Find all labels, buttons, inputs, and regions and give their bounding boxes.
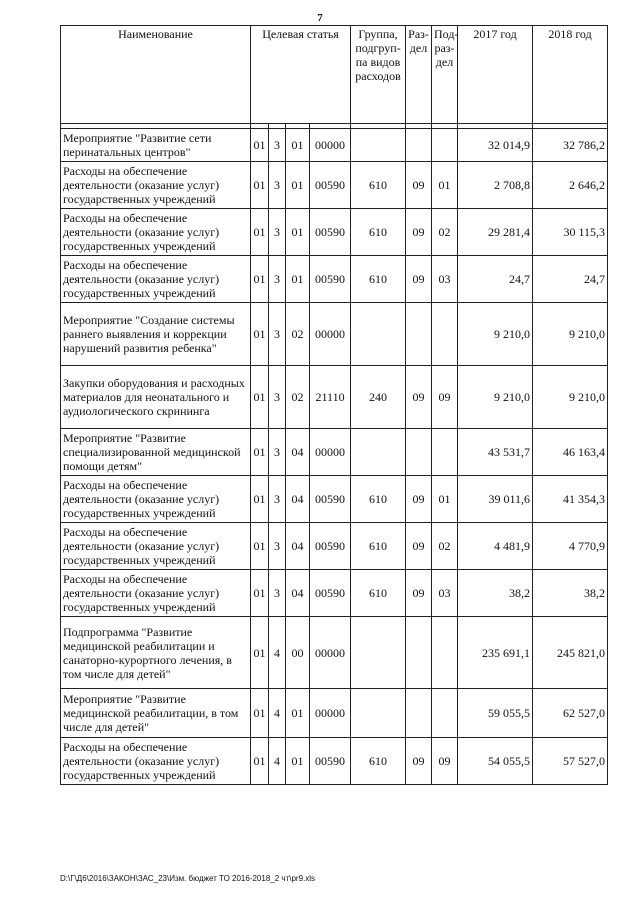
header-2017: 2017 год [458,26,533,124]
target-code-2-cell: 3 [269,570,286,617]
row-name-cell: Расходы на обеспечение деятельности (оказание услуг) государственных учреждений [61,256,251,303]
section-cell [406,129,432,162]
target-code-3-cell: 01 [286,129,310,162]
group-cell: 610 [351,209,406,256]
header-name: Наименование [61,26,251,124]
row-name-cell: Расходы на обеспечение деятельности (оказание услуг) государственных учреждений [61,738,251,785]
section-cell: 09 [406,570,432,617]
group-cell: 610 [351,256,406,303]
target-code-3-cell: 02 [286,303,310,366]
table-row [61,129,608,162]
group-cell [351,689,406,738]
target-code-4-cell: 00000 [310,689,351,738]
value-2018-cell: 2 646,2 [533,162,608,209]
value-2018-cell: 32 786,2 [533,129,608,162]
section-cell: 09 [406,209,432,256]
row-name-cell: Расходы на обеспечение деятельности (оказание услуг) государственных учреждений [61,523,251,570]
subsection-cell: 03 [432,256,458,303]
row-name-cell: Мероприятие "Развитие специализированной медицинской помощи детям" [61,429,251,476]
subsection-cell: 02 [432,209,458,256]
row-name-cell: Расходы на обеспечение деятельности (оказание услуг) государственных учреждений [61,209,251,256]
target-code-4-cell: 21110 [310,366,351,429]
target-code-3-cell: 01 [286,689,310,738]
budget-table [60,25,608,785]
target-code-2-cell: 3 [269,366,286,429]
target-code-1-cell: 01 [251,129,269,162]
target-code-3-cell: 00 [286,617,310,689]
row-name-cell: Мероприятие "Создание системы раннего выявления и коррекции нарушений развития ребенка" [61,303,251,366]
table-row [61,303,608,366]
target-code-4-cell: 00000 [310,617,351,689]
value-2018-cell: 9 210,0 [533,303,608,366]
value-2017-cell: 29 281,4 [458,209,533,256]
row-name-cell: Мероприятие "Развитие сети перинатальных центров" [61,129,251,162]
section-cell: 09 [406,476,432,523]
group-cell [351,303,406,366]
table-row [61,476,608,523]
target-code-2-cell: 3 [269,162,286,209]
row-name-cell: Подпрограмма "Развитие медицинской реабилитации и санаторно-курортного лечения, в том числе для детей" [61,617,251,689]
target-code-2-cell: 3 [269,476,286,523]
target-code-3-cell: 04 [286,429,310,476]
header-2018: 2018 год [533,26,608,124]
group-cell: 610 [351,738,406,785]
section-cell: 09 [406,366,432,429]
subsection-cell [432,129,458,162]
group-cell: 610 [351,162,406,209]
row-name-cell: Расходы на обеспечение деятельности (оказание услуг) государственных учреждений [61,162,251,209]
header-row [61,26,608,124]
group-cell [351,429,406,476]
target-code-3-cell: 04 [286,476,310,523]
target-code-4-cell: 00000 [310,429,351,476]
target-code-1-cell: 01 [251,162,269,209]
target-code-2-cell: 4 [269,689,286,738]
value-2018-cell: 9 210,0 [533,366,608,429]
group-cell [351,617,406,689]
value-2018-cell: 24,7 [533,256,608,303]
value-2017-cell: 9 210,0 [458,366,533,429]
value-2017-cell: 2 708,8 [458,162,533,209]
value-2017-cell: 32 014,9 [458,129,533,162]
target-code-2-cell: 3 [269,303,286,366]
table-row [61,429,608,476]
value-2018-cell: 4 770,9 [533,523,608,570]
table-row [61,162,608,209]
value-2017-cell: 38,2 [458,570,533,617]
group-cell: 610 [351,570,406,617]
target-code-3-cell: 01 [286,738,310,785]
table-row [61,523,608,570]
target-code-3-cell: 01 [286,162,310,209]
value-2017-cell: 24,7 [458,256,533,303]
target-code-4-cell: 00590 [310,256,351,303]
section-cell [406,303,432,366]
target-code-3-cell: 04 [286,570,310,617]
table-row [61,209,608,256]
value-2017-cell: 9 210,0 [458,303,533,366]
target-code-2-cell: 3 [269,429,286,476]
table-row [61,570,608,617]
row-name-cell: Расходы на обеспечение деятельности (оказание услуг) государственных учреждений [61,476,251,523]
group-cell: 610 [351,523,406,570]
subsection-cell: 01 [432,162,458,209]
table-row [61,689,608,738]
target-code-2-cell: 4 [269,738,286,785]
subsection-cell: 01 [432,476,458,523]
value-2017-cell: 39 011,6 [458,476,533,523]
file-path-footer: D:\Г\Д6\2016\ЗАКОН\ЗАС_23\Изм. бюджет ТО 2016-2018_2 чт\pr9.xls [60,874,316,883]
target-code-3-cell: 04 [286,523,310,570]
row-name-cell: Мероприятие "Развитие медицинской реабилитации, в том числе для детей" [61,689,251,738]
value-2017-cell: 43 531,7 [458,429,533,476]
value-2018-cell: 38,2 [533,570,608,617]
value-2017-cell: 54 055,5 [458,738,533,785]
target-code-1-cell: 01 [251,617,269,689]
subsection-cell: 09 [432,366,458,429]
target-code-1-cell: 01 [251,476,269,523]
value-2018-cell: 62 527,0 [533,689,608,738]
target-code-4-cell: 00590 [310,738,351,785]
target-code-1-cell: 01 [251,570,269,617]
value-2017-cell: 59 055,5 [458,689,533,738]
target-code-1-cell: 01 [251,689,269,738]
header-subsection: Под-раз-дел [432,26,458,124]
value-2018-cell: 245 821,0 [533,617,608,689]
subsection-cell [432,617,458,689]
target-code-2-cell: 3 [269,129,286,162]
target-code-2-cell: 3 [269,256,286,303]
subsection-cell [432,303,458,366]
target-code-4-cell: 00590 [310,570,351,617]
target-code-2-cell: 4 [269,617,286,689]
subsection-cell: 09 [432,738,458,785]
group-cell: 240 [351,366,406,429]
target-code-4-cell: 00590 [310,162,351,209]
target-code-3-cell: 02 [286,366,310,429]
section-cell: 09 [406,256,432,303]
target-code-1-cell: 01 [251,738,269,785]
header-group: Группа, подгруп-па видов расходов [351,26,406,124]
section-cell [406,689,432,738]
header-section: Раз-дел [406,26,432,124]
header-target: Целевая статья [251,26,351,124]
subsection-cell [432,429,458,476]
target-code-1-cell: 01 [251,429,269,476]
target-code-4-cell: 00590 [310,523,351,570]
target-code-3-cell: 01 [286,209,310,256]
target-code-1-cell: 01 [251,256,269,303]
target-code-1-cell: 01 [251,303,269,366]
target-code-1-cell: 01 [251,523,269,570]
subsection-cell: 03 [432,570,458,617]
value-2018-cell: 30 115,3 [533,209,608,256]
section-cell [406,429,432,476]
value-2018-cell: 41 354,3 [533,476,608,523]
target-code-4-cell: 00590 [310,476,351,523]
group-cell [351,129,406,162]
section-cell: 09 [406,738,432,785]
row-name-cell: Расходы на обеспечение деятельности (оказание услуг) государственных учреждений [61,570,251,617]
row-name-cell: Закупки оборудования и расходных материалов для неонатального и аудиологического скрининга [61,366,251,429]
subsection-cell: 02 [432,523,458,570]
target-code-1-cell: 01 [251,366,269,429]
section-cell: 09 [406,523,432,570]
value-2018-cell: 46 163,4 [533,429,608,476]
table-row [61,738,608,785]
group-cell: 610 [351,476,406,523]
value-2017-cell: 4 481,9 [458,523,533,570]
target-code-4-cell: 00000 [310,129,351,162]
target-code-2-cell: 3 [269,523,286,570]
table-row [61,256,608,303]
subsection-cell [432,689,458,738]
section-cell [406,617,432,689]
table-row [61,617,608,689]
target-code-4-cell: 00000 [310,303,351,366]
target-code-4-cell: 00590 [310,209,351,256]
page-number: 7 [317,12,323,24]
value-2018-cell: 57 527,0 [533,738,608,785]
target-code-2-cell: 3 [269,209,286,256]
value-2017-cell: 235 691,1 [458,617,533,689]
target-code-1-cell: 01 [251,209,269,256]
table-row [61,366,608,429]
target-code-3-cell: 01 [286,256,310,303]
section-cell: 09 [406,162,432,209]
